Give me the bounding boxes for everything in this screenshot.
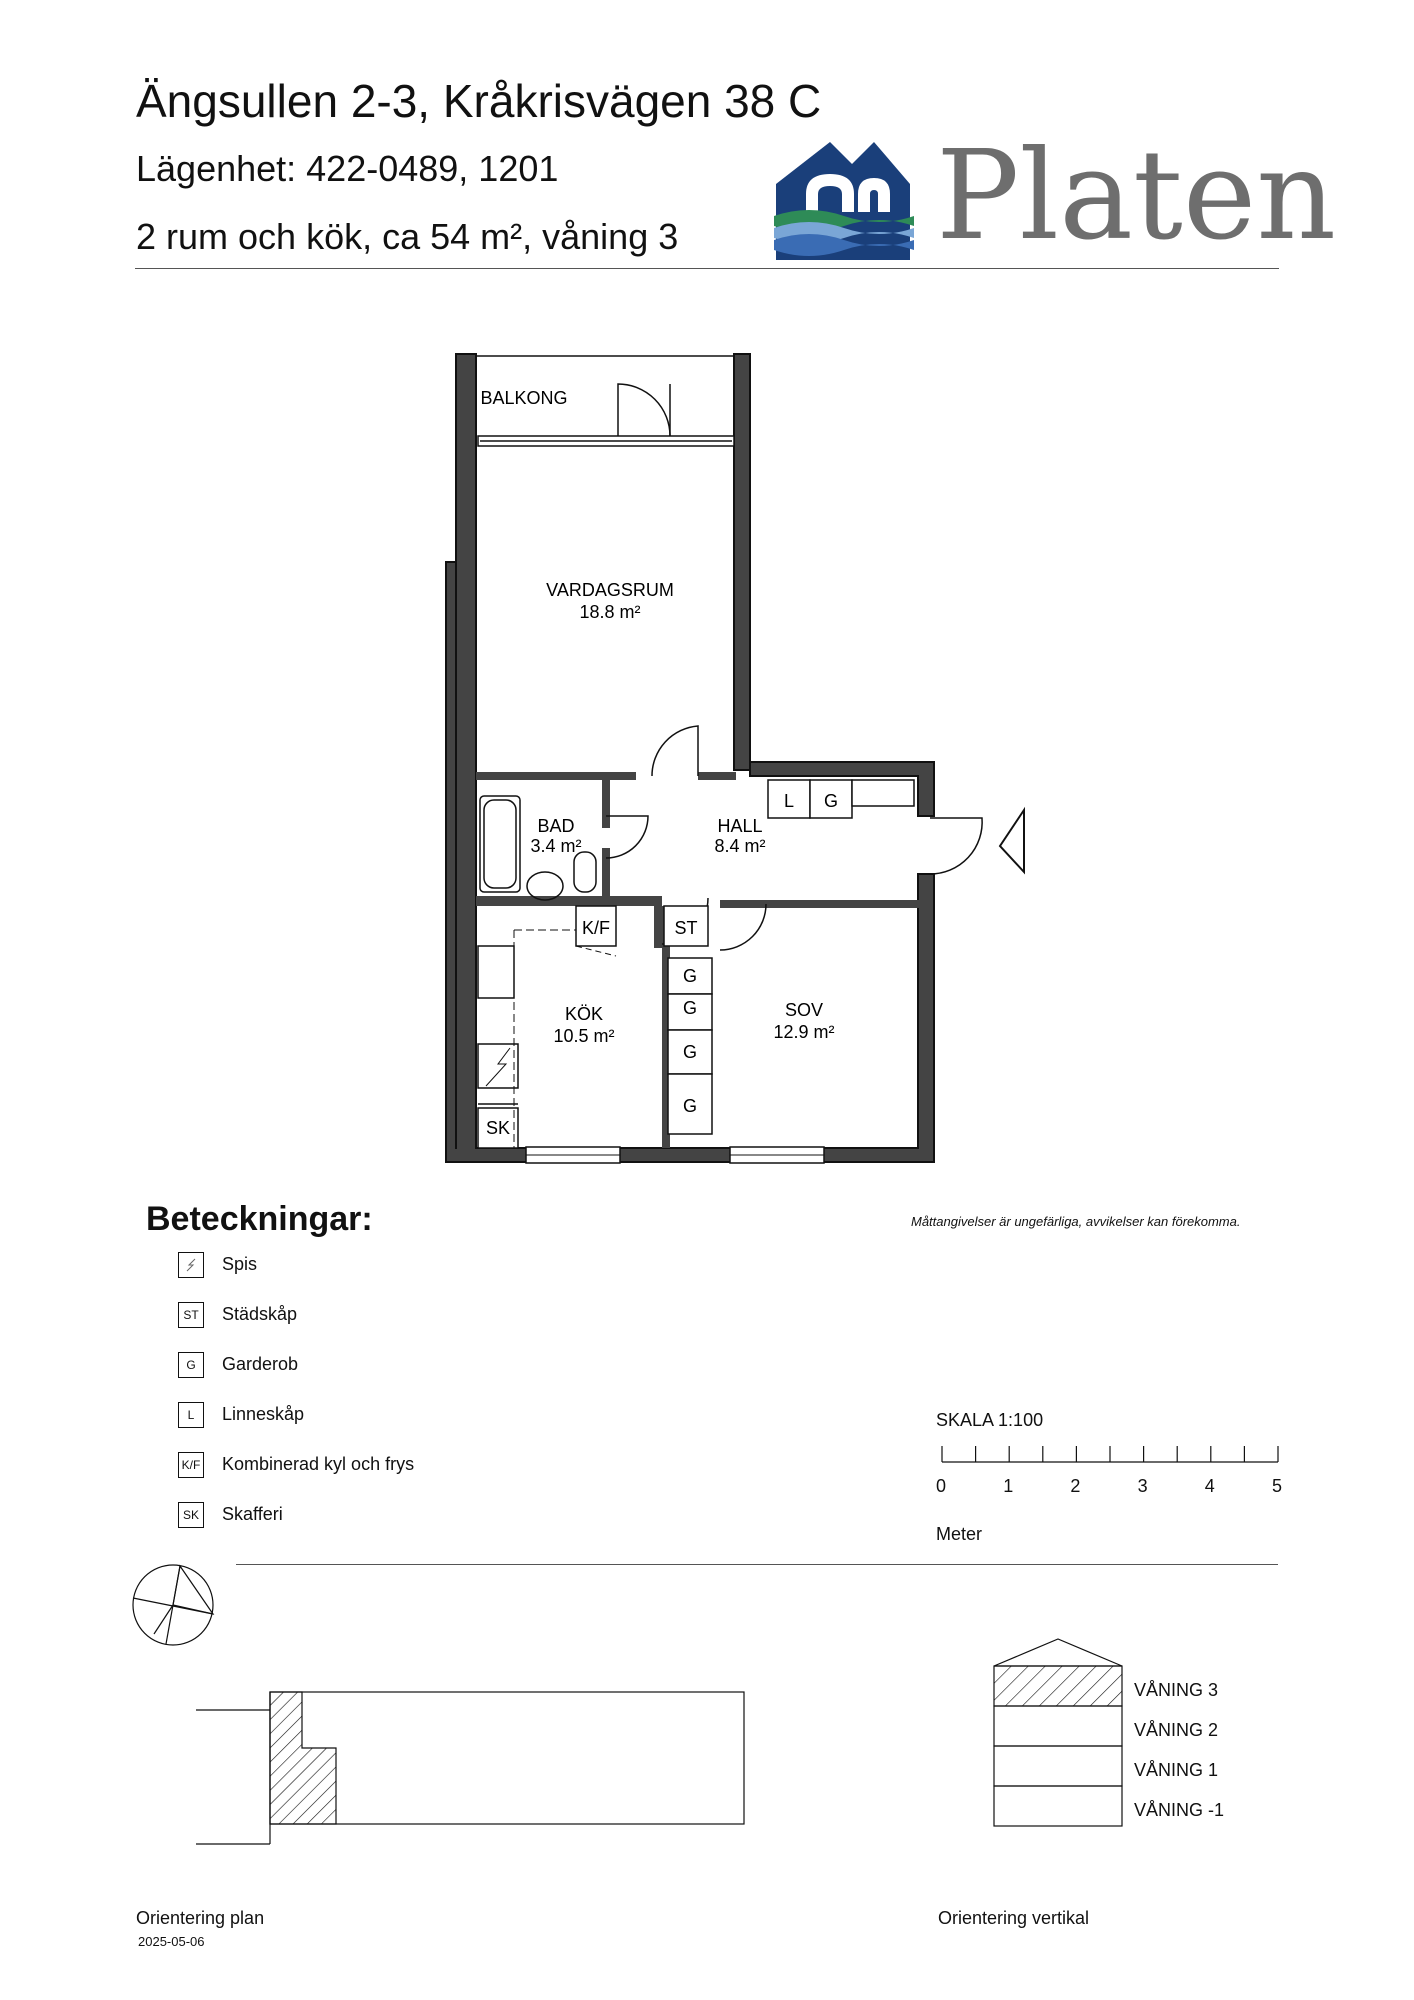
disclaimer: Måttangivelser är ungefärliga, avvikelser kan förekomma. xyxy=(911,1214,1241,1229)
orientation-vertical xyxy=(990,1636,1130,1832)
room-bad-name: BAD xyxy=(537,816,575,836)
scale-number: 0 xyxy=(936,1476,947,1496)
closet-symbol: ST xyxy=(674,918,698,938)
entrance-arrow-icon xyxy=(1000,810,1024,872)
scale-number: 4 xyxy=(1204,1476,1215,1496)
room-hall-name: HALL xyxy=(717,816,763,836)
stove-icon xyxy=(178,1252,204,1278)
legend-label-garderob: Garderob xyxy=(222,1354,299,1374)
orientation-plan xyxy=(190,1672,770,1852)
floor-label-3: VÅNING 3 xyxy=(1134,1680,1219,1700)
hall-wardrobe-symbol: G xyxy=(823,791,839,811)
legend-label-kylfrys: Kombinerad kyl och frys xyxy=(222,1454,415,1474)
legend-symbol-kf: K/F xyxy=(178,1452,204,1478)
room-sov-name: SOV xyxy=(784,1000,824,1020)
scale-number: 2 xyxy=(1070,1476,1081,1496)
legend-symbol-st: ST xyxy=(178,1302,204,1328)
page-title: Ängsullen 2-3, Kråkrisvägen 38 C xyxy=(136,75,822,127)
stove-icon xyxy=(478,1044,518,1088)
legend-label-skafferi: Skafferi xyxy=(222,1504,283,1524)
wardrobe-symbol-3: G xyxy=(682,1042,698,1062)
room-bad-area: 3.4 m² xyxy=(530,836,582,856)
scale-label: SKALA 1:100 xyxy=(936,1410,1044,1430)
room-vardagsrum-area: 18.8 m² xyxy=(579,602,641,622)
wardrobe-symbol-4: G xyxy=(682,1096,698,1116)
orientation-plan-label: Orientering plan xyxy=(136,1908,265,1928)
legend-label-spis: Spis xyxy=(222,1254,258,1274)
bathtub xyxy=(480,796,520,892)
apartment-summary: 2 rum och kök, ca 54 m², våning 3 xyxy=(136,216,679,257)
legend-title: Beteckningar: xyxy=(146,1200,373,1238)
room-vardagsrum-name: VARDAGSRUM xyxy=(546,580,674,600)
scale-number: 3 xyxy=(1137,1476,1148,1496)
floor-label-1: VÅNING 1 xyxy=(1134,1760,1219,1780)
room-sov-area: 12.9 m² xyxy=(773,1022,835,1042)
kitchen-sink xyxy=(478,946,514,998)
legend-symbol-g: G xyxy=(178,1352,204,1378)
legend-symbol-l: L xyxy=(178,1402,204,1428)
wardrobe-symbol-2: G xyxy=(682,998,698,1018)
apartment-number: Lägenhet: 422-0489, 1201 xyxy=(136,148,559,189)
floor-3-hatched xyxy=(994,1666,1122,1706)
floor-label-2: VÅNING 2 xyxy=(1134,1720,1219,1740)
toilet xyxy=(574,852,596,892)
scale-bar xyxy=(930,1446,1290,1476)
pantry-symbol: SK xyxy=(485,1118,511,1138)
brand-name: Platen xyxy=(936,124,1337,268)
footer-rule xyxy=(236,1564,1278,1565)
balcony-door-swing xyxy=(618,384,670,436)
fridge-symbol: K/F xyxy=(581,918,611,938)
legend-label-stadskap: Städskåp xyxy=(222,1304,298,1324)
wardrobe-symbol-1: G xyxy=(682,966,698,986)
compass-icon xyxy=(130,1562,216,1648)
scale-number: 5 xyxy=(1272,1476,1283,1496)
date: 2025-05-06 xyxy=(138,1934,205,1949)
orientation-vertical-label: Orientering vertikal xyxy=(938,1908,1090,1928)
room-kok-area: 10.5 m² xyxy=(553,1026,615,1046)
floor-label-minus1: VÅNING -1 xyxy=(1134,1800,1225,1820)
hall-rail xyxy=(852,780,914,806)
sink xyxy=(527,872,563,900)
room-balkong: BALKONG xyxy=(480,388,568,408)
current-apartment-marker xyxy=(270,1692,336,1824)
scale-unit: Meter xyxy=(936,1524,983,1544)
scale-number: 1 xyxy=(1003,1476,1014,1496)
linen-symbol: L xyxy=(783,791,795,811)
room-kok-name: KÖK xyxy=(564,1004,604,1024)
legend-symbol-sk: SK xyxy=(178,1502,204,1528)
room-hall-area: 8.4 m² xyxy=(714,836,766,856)
legend-label-linneskap: Linneskåp xyxy=(222,1404,305,1424)
